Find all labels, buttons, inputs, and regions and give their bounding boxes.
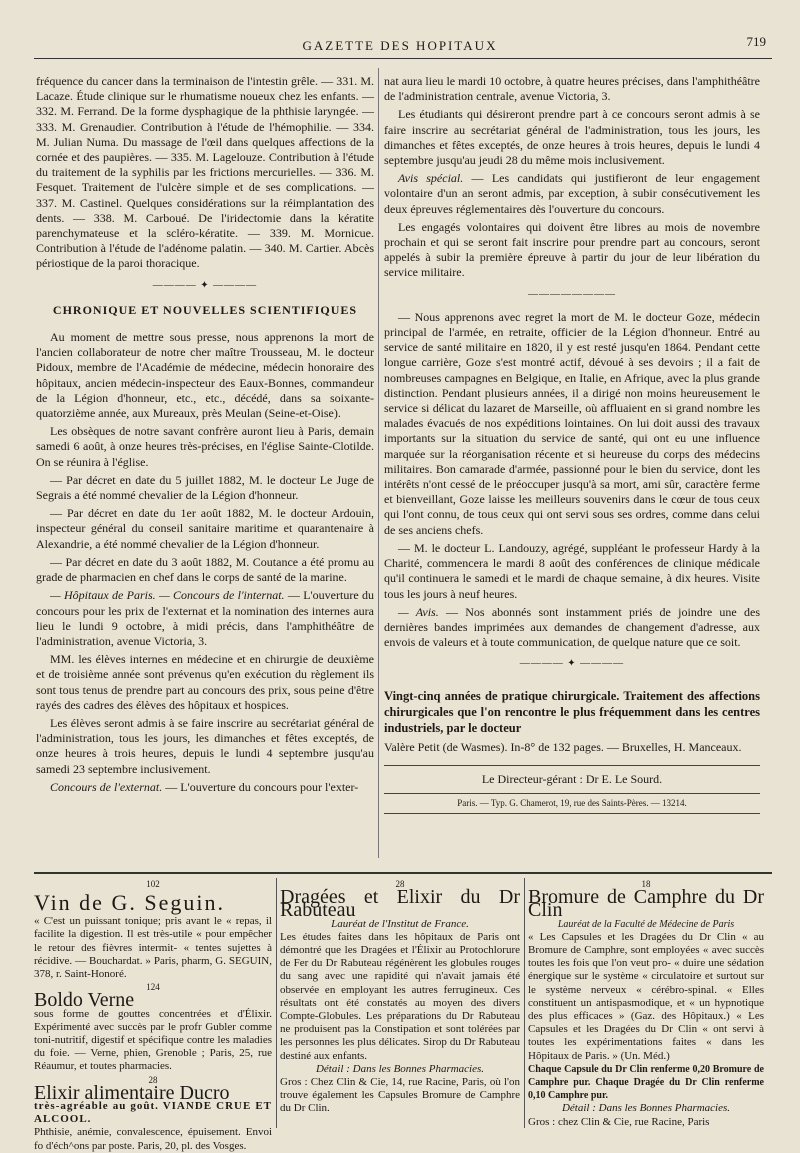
journal-title: GAZETTE DES HOPITAUX (302, 38, 498, 53)
ad-subheading: très-agréable au goût. VIANDE CRUE ET ALCOOL. (34, 1100, 272, 1126)
paragraph-body: — L'ouverture du concours pour l'exter- (165, 779, 359, 794)
ad-detail: Détail : Dans les Bonnes Pharmacies. (315, 1062, 485, 1075)
paragraph: Les élèves seront admis à se faire inscrire au secrétariat général de l'administration, tous les jours, les dimanches et fêtes exceptés, de onze heures à trois heures, depuis le lundi 4 septembre jusqu'au samedi 23 septembre inclusivement. (36, 715, 374, 776)
ornament-separator: ———— ✦ ———— (519, 658, 625, 670)
ad-dosage: Chaque Capsule du Dr Clin renferme 0,20 Bromure de Camphre pur. Chaque Dragée du Dr Clin renferme 0,10 Camphre pur. (528, 1063, 764, 1102)
paragraph: Les étudiants qui désireront prendre part à ce concours seront admis à se faire inscrire au secrétariat général de l'administration, tous les jours, les dimanches et fêtes exceptés, de onze heures à trois heures, depuis le lundi 4 septembre jusqu'au jeudi 28 du même mois inclusivement. (384, 107, 760, 168)
right-column (384, 74, 760, 814)
printer-line: Paris. — Typ. G. Chamerot, 19, rue des Saints-Pères. — 13214. (384, 793, 760, 814)
ad-wholesale: Gros : Chez Clin & Cie, 14, rue Racine, Paris, où l'on trouve également les Capsules Bromure de Camphre du Dr Clin. (280, 1076, 520, 1115)
ad-detail: Détail : Dans les Bonnes Pharmacies. (561, 1102, 731, 1115)
ads-rule (34, 872, 772, 874)
ad-heading: Bromure de Camphre du Dr Clin (528, 886, 764, 922)
book-details: Valère Petit (de Wasmes). In-8° de 132 pages. — Bruxelles, H. Manceaux. (384, 739, 742, 754)
paragraph-lead: — Hôpitaux de Paris. — Concours de l'internat. (50, 588, 285, 603)
column-divider (378, 68, 379, 858)
section-title: CHRONIQUE ET NOUVELLES SCIENTIFIQUES (52, 302, 358, 317)
editor-line: Le Directeur-gérant : Dr E. Le Sourd. (384, 765, 760, 787)
ad-number: 124 (146, 982, 160, 993)
ad-seguin (34, 878, 272, 1153)
ad-heading: Dragées et Elixir du Dr Rabuteau (280, 886, 520, 922)
ad-heading: Vin de G. Seguin. (34, 890, 225, 916)
paragraph-body: — Les candidats qui justifieront de leur engagement volontaire d'un an seront admis, par exception, à subir consécutivement les deux épreuves réglementaires dès l'ouverture du concours. (384, 171, 761, 216)
ad-divider (524, 878, 525, 1128)
paragraph: — Par décret en date du 3 août 1882, M. Coutance a été promu au grade de pharmacien en chef dans le corps de santé de la marine. (36, 554, 374, 585)
ad-rabuteau (280, 878, 520, 1116)
ad-heading: Boldo Verne (34, 989, 135, 1012)
ad-number: 28 (148, 1074, 158, 1085)
book-title: Vingt-cinq années de pratique chirurgicale. Traitement des affections chirurgicales que l'on rencontre le plus fréquemment dans les centres industriels, par le docteur (384, 688, 760, 735)
advertisements (34, 878, 766, 1152)
paragraph (384, 171, 760, 217)
paragraph: Les obsèques de notre savant confrère auront lieu à Paris, demain samedi 6 août, à onze heures très-précises, en l'église Sainte-Clotilde. On se réunira à l'église. (36, 424, 374, 469)
ad-wholesale: Gros : chez Clin & Cie, rue Racine, Paris (528, 1115, 710, 1128)
left-column (36, 74, 374, 798)
paragraph: nat aura lieu le mardi 10 octobre, à quatre heures précises, dans l'amphithéâtre de l'administration centrale, avenue Victoria, 3. (384, 74, 760, 104)
paragraph: — Nous apprenons avec regret la mort de M. le docteur Goze, médecin principal de l'armée, en retraite, officier de la Légion d'honneur. Entré au service de santé militaire en 1820, il y est resté jusqu'en 1864. Pendant cette longue carrière, Goze s'est montré actif, dévoué à ses devoirs ; il a fait de nombreuses campagnes en Belgique, en Italie, en Afrique, avec la plus grande distinction. Pendant plusieurs années, il a dirigé non moins heureusement le service si délicat du lazaret de Marseille, où affluaient en si grand nombre les malades évacués de nos expéditions lointaines. On lui doit aussi des travaux importants sur la situation du service de santé, qui ont eu une influence marquée sur la réorganisation récente et si heureuse du corps des médecins militaires. Bon camarade d'armée, passionné pour le bien du service, dont les intérêts n'ont cessé de le préoccuper jusqu'à sa mort, ami sûr, caractère ferme et bienveillant, Goze laisse les meilleurs souvenirs dans le cœur de tous ceux qui l'ont connu, de tous ceux qui ont servi sous ses ordres, comme dans celui de ses anciens chefs. (384, 309, 760, 537)
paragraph-body: — Nos abonnés sont instamment priés de joindre une des dernières bandes imprimées aux demandes de changement d'adresse, aux envois de valeurs et à toute communication, de quelque nature que ce soit. (384, 604, 760, 650)
ad-text: « Les Capsules et les Dragées du Dr Clin « au Bromure de Camphre, sont employées « avec succès toutes les fois que l'on veut pro- « duire une sédation énergique sur le système « circulatoire et surtout sur le système nerveux « cérébro-spinal. « Elles constituent un antispasmodique, et « un hypnotique des plus efficaces » (Gaz. des Hôpitaux.) « Les Capsules et les Dragées du Dr Clin « ont servi à toutes les expérimentations faites « dans les Hôpitaux de Paris. » (Un. Méd.) (528, 930, 764, 1062)
ornament-separator: ———— ✦ ———— (152, 279, 258, 291)
thesis-list: fréquence du cancer dans la terminaison de l'intestin grêle. — 331. M. Lacaze. Étude clinique sur le rhumatisme noueux chez les enfants. — 332. M. Ferrand. De la forme dysphagique de la phthisie laryngée. — 333. M. Grenaudier. Contribution à l'étude de l'hémophilie. — 334. M. Julian Numa. Du massage de l'œil dans quelques affections de la cornée et des paupières. — 335. M. Lagelouze. Contribution à l'étude du traitement de la syphilis par les frictions mercurielles. — 336. M. Fesquet. Traitement de l'ulcère simple et de ses complications. — 337. M. Castinel. Quelques considérations sur la réimplantation des dents. — 338. M. Carboué. De l'iridectomie dans la kératite parenchymateuse et la scléro-kératite. — 339. M. Mornicue. Contribution à l'étude de l'adénome palatin. — 340. M. Cartier. Abcès périostique de la paroi thoracique. (36, 74, 374, 271)
paragraph: Les engagés volontaires qui doivent être libres au mois de novembre prochain et qui se seront fait inscrire pour prendre part au concours, seront appelés à subir la première épreuve à partir du jour de leur libération du service militaire. (384, 219, 760, 280)
ad-subheading: Lauréat de la Faculté de Médecine de Paris (557, 918, 735, 930)
paragraph-body: — L'ouverture du concours pour les prix de l'externat et la nomination des internes aura lieu le lundi 9 octobre, à midi précis, dans l'amphithéâtre de l'administration, avenue Victoria, 3. (36, 588, 374, 648)
paragraph-lead: Concours de l'externat. (50, 779, 163, 794)
paragraph (384, 605, 760, 651)
paragraph: — Par décret en date du 1er août 1882, M. le docteur Ardouin, inspecteur général du conseil sanitaire maritime et quarantenaire à Alexandrie, a été nommé chevalier de la Légion d'honneur. (36, 506, 374, 551)
paragraph: MM. les élèves internes en médecine et en chirurgie de deuxième et de troisième année sont prévenus qu'en exécution du règlement ils sont tous tenus de prendre part au concours des prix, sous peine d'être rayés des cadres des élèves des hôpitaux et hospices. (36, 652, 374, 712)
ad-clin (528, 878, 764, 1129)
ad-number: 102 (146, 879, 160, 889)
paragraph: — Par décret en date du 5 juillet 1882, M. le docteur Le Juge de Segrais a été nommé chevalier de la Légion d'honneur. (36, 472, 374, 503)
ad-number: 18 (641, 879, 651, 889)
ad-divider (276, 878, 277, 1128)
ad-text: « C'est un puissant tonique; pris avant le « repas, il facilite la digestion. Il est très-utile « pour empêcher le retour des fièvres intermit- « tentes sujettes à récidive. — Bouchardat. » Paris, pharm, G. SEGUIN, 378, r. Saint-Honoré. (34, 915, 272, 981)
paragraph (36, 588, 374, 649)
ad-subheading: Lauréat de l'Institut de France. (331, 917, 469, 930)
page-number: 719 (746, 34, 766, 49)
separator: ———————— (528, 288, 616, 300)
ad-text: sous forme de gouttes concentrées et d'Élixir. Expérimenté avec succès par le profr Gubler comme toni-nutritif, digestif et spécifique contre les maladies du foie. — Verne, phien, Grenoble ; Paris, 25, rue Réaumur, et toutes pharmacies. (34, 1007, 272, 1073)
paragraph: Au moment de mettre sous presse, nous apprenons la mort de l'ancien collaborateur de notre cher maître Trousseau, M. le docteur Pidoux, membre de l'Académie de médecine, médecin honoraire des hôpitaux, ancien médecin-inspecteur des Eaux-Bonnes, commandeur de la Légion d'honneur, etc., etc., décédé, dans sa soixante-quatorzième année, aux Mureaux, près Meulan (Seine-et-Oise). (36, 330, 374, 421)
ad-text: Les études faites dans les hôpitaux de Paris ont démontré que les Dragées et l'Élixir au Protochlorure de Fer du Dr Rabuteau régénèrent les globules rouges du sang avec une rapidité qui n'avait jamais été observée en employant les autres ferrugineux. Ces résultats ont été constatés au moyen des divers Compte-Globules. Les préparations du Dr Rabuteau ne produisent pas la Constipation et sont tolérées par les personnes les plus délicates. Sirop du Dr Rabuteau destiné aux enfants. (280, 930, 520, 1062)
ad-text: Phthisie, anémie, convalescence, épuisement. Envoi fo d'éch^ons par poste. Paris, 20, pl. des Vosges. (34, 1126, 272, 1152)
ad-heading: Elixir alimentaire Ducro (34, 1081, 230, 1104)
paragraph-lead: — Avis. (398, 604, 439, 619)
paragraph (36, 780, 374, 795)
header-rule (34, 58, 772, 59)
paragraph-lead: Avis spécial. (398, 171, 464, 186)
ad-number: 28 (395, 879, 405, 889)
paragraph: — M. le docteur L. Landouzy, agrégé, suppléant le professeur Hardy à la Charité, commencera le mardi 8 août des conférences de clinique médicale qu'il continuera le samedi et le mardi de chaque semaine, à dix heures. Visite tous les jours à neuf heures. (384, 540, 760, 601)
